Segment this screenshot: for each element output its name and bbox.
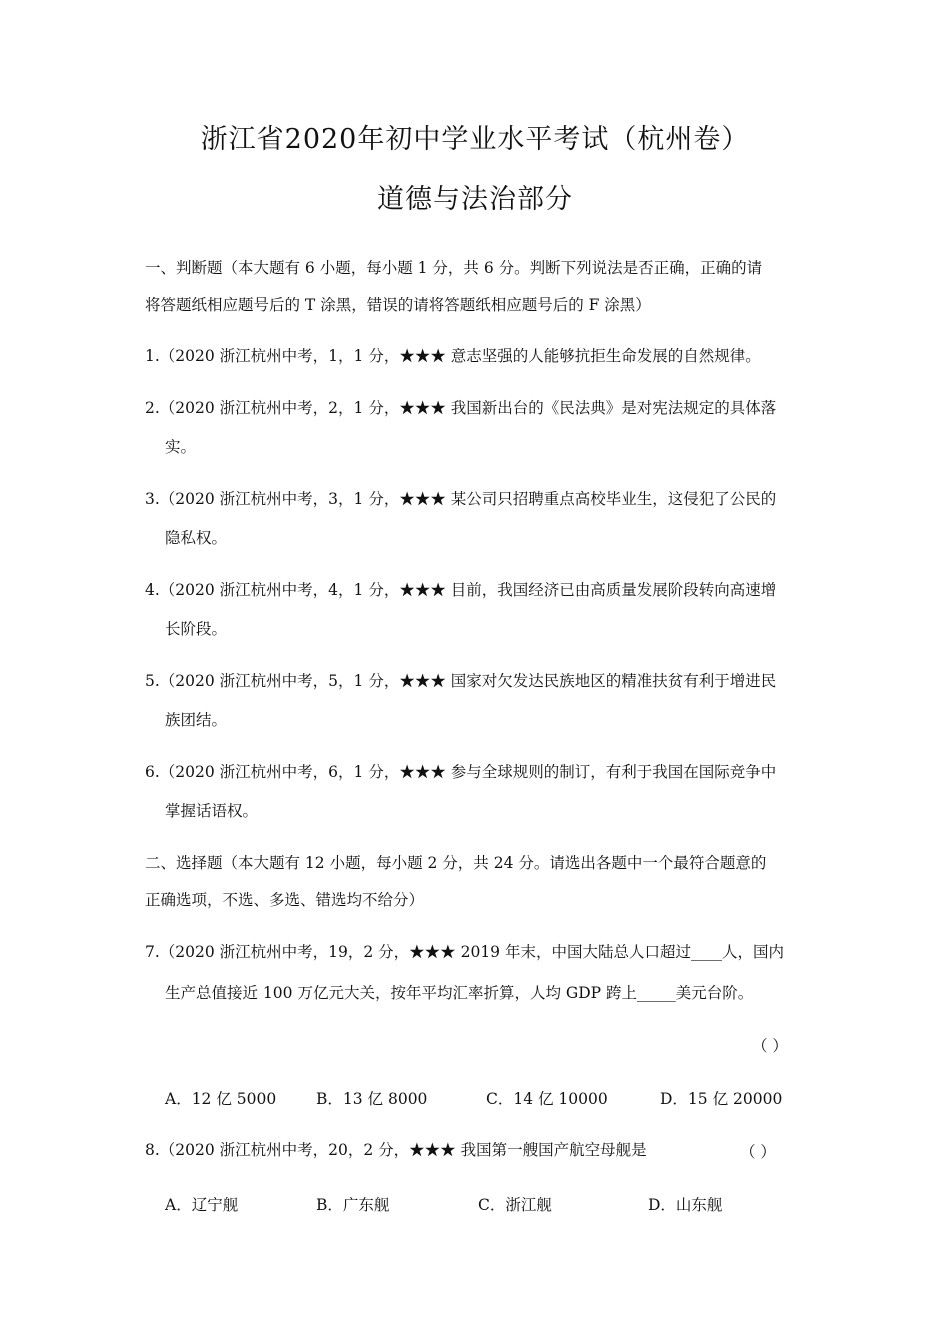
question-7-answer-bracket: （ ） <box>752 1037 788 1055</box>
question-6-line1: 6.（2020 浙江杭州中考，6，1 分，★★★ 参与全球规则的制订，有利于我国在国际竞争中 <box>145 763 777 781</box>
page-subtitle: 道德与法治部分 <box>377 184 573 215</box>
question-8-option-c: C．浙江舰 <box>478 1196 552 1214</box>
question-4-line1: 4.（2020 浙江杭州中考，4，1 分，★★★ 目前，我国经济已由高质量发展阶段转向高速增 <box>145 581 777 599</box>
question-7-option-c: C．14 亿 10000 <box>486 1090 608 1108</box>
question-8-option-b: B．广东舰 <box>316 1196 390 1214</box>
question-8-line1: 8.（2020 浙江杭州中考，20，2 分，★★★ 我国第一艘国产航空母舰是 <box>145 1141 647 1159</box>
question-5-line2: 族团结。 <box>165 711 228 729</box>
question-1: 1.（2020 浙江杭州中考，1，1 分，★★★ 意志坚强的人能够抗拒生命发展的自然规律。 <box>145 347 761 365</box>
question-6-line2: 掌握话语权。 <box>165 802 259 820</box>
question-4-line2: 长阶段。 <box>165 620 228 638</box>
section2-heading-line1: 二、选择题（本大题有 12 小题，每小题 2 分，共 24 分。请选出各题中一个最符合题意的 <box>145 854 767 872</box>
question-7-option-d: D．15 亿 20000 <box>660 1090 783 1108</box>
question-8-option-a: A．辽宁舰 <box>165 1196 239 1214</box>
question-7-option-a: A．12 亿 5000 <box>165 1090 277 1108</box>
question-5-line1: 5.（2020 浙江杭州中考，5，1 分，★★★ 国家对欠发达民族地区的精准扶贫有利于增进民 <box>145 672 777 690</box>
question-7-line2: 生产总值接近 100 万亿元大关，按年平均汇率折算，人均 GDP 跨上_____美元台阶。 <box>165 984 754 1002</box>
question-7-line1: 7.（2020 浙江杭州中考，19，2 分，★★★ 2019 年末，中国大陆总人口超过____人，国内 <box>145 943 784 961</box>
page-title: 浙江省2020年初中学业水平考试（杭州卷） <box>200 124 750 155</box>
section2-heading-line2: 正确选项，不选、多选、错选均不给分） <box>145 891 425 909</box>
section1-heading-line1: 一、判断题（本大题有 6 小题，每小题 1 分，共 6 分。判断下列说法是否正确，正确的请 <box>145 259 763 277</box>
question-7-option-b: B．13 亿 8000 <box>316 1090 428 1108</box>
section1-heading-line2: 将答题纸相应题号后的 T 涂黑，错误的请将答题纸相应题号后的 F 涂黑） <box>145 296 651 314</box>
question-3-line2: 隐私权。 <box>165 529 228 547</box>
question-2-line1: 2.（2020 浙江杭州中考，2，1 分，★★★ 我国新出台的《民法典》是对宪法规定的具体落 <box>145 399 777 417</box>
question-8-option-d: D．山东舰 <box>648 1196 723 1214</box>
question-3-line1: 3.（2020 浙江杭州中考，3，1 分，★★★ 某公司只招聘重点高校毕业生，这侵犯了公民的 <box>145 490 777 508</box>
question-2-line2: 实。 <box>165 438 197 456</box>
question-8-answer-bracket: （ ） <box>740 1143 776 1161</box>
